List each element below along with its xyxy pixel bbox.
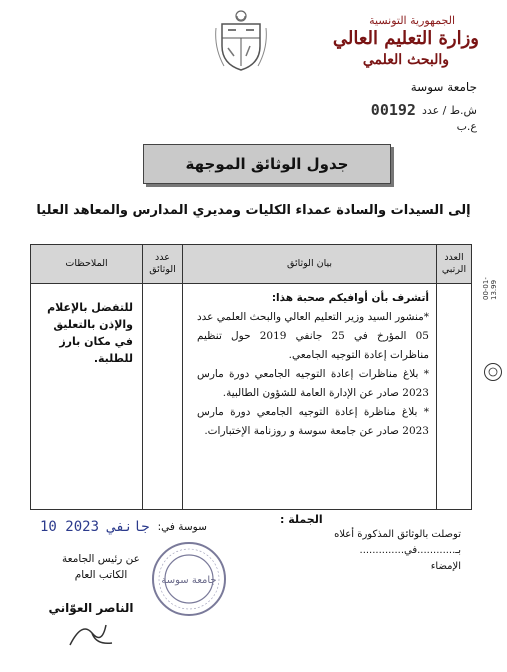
list-item: * بلاغ مناظرة إعادة التوجيه الجامعي دورة مارس 2023 صادر عن جامعة سوسة و روزنامة الإختبارات. bbox=[197, 406, 429, 437]
total-label: الجملة : bbox=[280, 513, 323, 526]
receipt-line2: بـ............في.............. bbox=[359, 545, 461, 556]
reference-suffix: ع.ب bbox=[456, 120, 477, 133]
reference-label: ش.ط / عدد bbox=[421, 103, 477, 117]
ministry-line1: وزارة التعليم العالي bbox=[332, 28, 479, 49]
intro-text: أتشرف بأن أوافيكم صحبة هذا: bbox=[271, 292, 429, 304]
handwritten-signature-icon bbox=[62, 615, 122, 655]
signoff-line2: الكاتب العام bbox=[74, 569, 128, 581]
date-row bbox=[40, 519, 207, 535]
signoff-line1: عن رئيس الجامعة bbox=[62, 553, 140, 565]
coat-of-arms-icon bbox=[212, 8, 270, 74]
table-body bbox=[31, 283, 471, 509]
description-cell bbox=[197, 289, 429, 441]
signatory-name: الناصر العوّاني bbox=[48, 601, 134, 615]
ministry-line2: والبحث العلمي bbox=[362, 52, 449, 68]
reference-row bbox=[371, 101, 477, 119]
university-seal-icon bbox=[150, 540, 228, 618]
stamp-date: 10 جانفي 2023 bbox=[40, 519, 150, 535]
header-description: بيان الوثائق bbox=[287, 258, 332, 269]
header-count: عدد الوثائق bbox=[149, 252, 176, 275]
list-item: * بلاغ مناظرات إعادة التوجيه الجامعي دورة مارس 2023 صادر عن الإدارة العامة للشؤون الطالبية. bbox=[197, 368, 429, 399]
receipt-line1: توصلت بالوثائق المذكورة أعلاه bbox=[334, 529, 461, 540]
reference-number: 00192 bbox=[370, 101, 416, 119]
university-label: جامعة سوسة bbox=[410, 80, 477, 94]
side-code: 00-01-13.99 bbox=[482, 277, 498, 300]
header-serial: العدد الرتبي bbox=[441, 252, 467, 275]
signature-block bbox=[46, 551, 156, 583]
small-seal-icon bbox=[483, 362, 503, 382]
document-title: جدول الوثائق الموجهة bbox=[143, 144, 391, 184]
receipt-signature-label: الإمضاء bbox=[430, 561, 461, 572]
city-label: سوسة في: bbox=[157, 521, 207, 533]
republic-label: الجمهورية التونسية bbox=[369, 14, 455, 27]
seal-text: جامعة سوسة bbox=[161, 575, 217, 586]
documents-table bbox=[30, 244, 472, 510]
addressee-line: إلى السيدات والسادة عمداء الكليات ومديري المدارس والمعاهد العليا bbox=[36, 203, 471, 218]
notes-cell: للتفضل بالإعلام والإذن بالتعليق في مكان بارز للطلبة. bbox=[47, 301, 133, 365]
receipt-block bbox=[334, 527, 461, 575]
list-item: *منشور السيد وزير التعليم العالي والبحث العلمي عدد 05 المؤرخ في 25 جانفي 2019 حول تنظيم مناظرات إعادة التوجيه الجامعي. bbox=[197, 311, 429, 361]
header-notes: الملاحظات bbox=[65, 258, 108, 269]
